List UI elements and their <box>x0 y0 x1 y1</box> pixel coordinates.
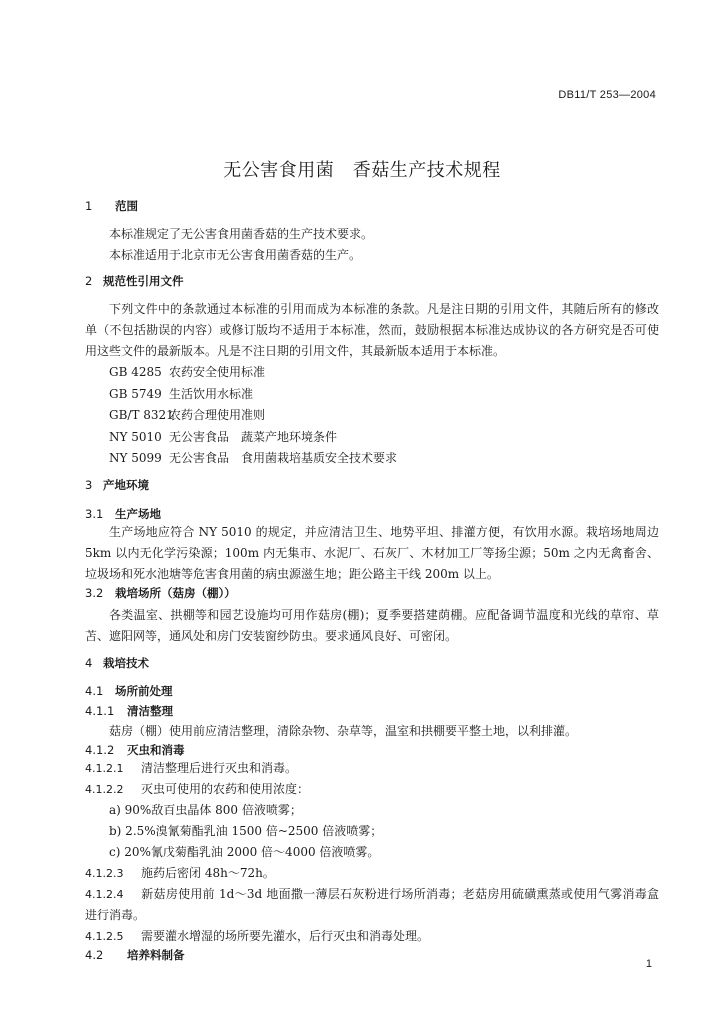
subsection-heading: 3.2 栽培场所（菇房（棚）） <box>85 585 236 600</box>
clause: 4.1.2.4 新菇房使用前 1d～3d 地面撒一薄层石灰粉进行场所消毒；老菇房用硫磺熏蒸或使用气雾消毒盒进行消毒。 <box>85 886 659 922</box>
reference-item: GB 5749 生活饮用水标准 <box>109 386 254 401</box>
reference-item: GB/T 8321农药合理使用准则 <box>109 408 266 422</box>
section-heading: 1 范围 <box>85 199 138 213</box>
list-item: a) 90%敌百虫晶体 800 倍液喷雾； <box>109 802 302 817</box>
subsection-heading: 4.1 场所前处理 <box>85 683 173 698</box>
subsection-heading: 4.1.2 灭虫和消毒 <box>85 742 185 757</box>
paragraph: 本标准适用于北京市无公害食用菌香菇的生产。 <box>109 248 362 262</box>
section-heading: 3 产地环境 <box>85 477 149 492</box>
list-item: b) 2.5%溴氰菊酯乳油 1500 倍~2500 倍液喷雾； <box>109 823 383 838</box>
subsection-heading: 4.2 培养料制备 <box>85 947 185 962</box>
page-number: 1 <box>645 958 652 970</box>
reference-item: NY 5099 无公害食品 食用菌栽培基质安全技术要求 <box>109 451 398 465</box>
section-heading: 2 规范性引用文件 <box>85 274 184 288</box>
document-title: 无公害食用菌 香菇生产技术规程 <box>223 160 501 181</box>
standard-code: DB11/T 253—2004 <box>558 89 656 101</box>
reference-item: GB 4285 农药安全使用标准 <box>109 365 266 379</box>
list-item: c) 20%氰戊菊酯乳油 2000 倍～4000 倍液喷雾。 <box>109 844 380 859</box>
subsection-heading: 4.1.1 清洁整理 <box>85 703 173 718</box>
paragraph: 菇房（棚）使用前应清洁整理，清除杂物、杂草等，温室和拱棚要平整土地，以利排灌。 <box>109 723 578 738</box>
section-heading: 4 栽培技术 <box>85 655 149 670</box>
paragraph: 本标准规定了无公害食用菌香菇的生产技术要求。 <box>109 227 374 241</box>
subsection-heading: 3.1 生产场地 <box>85 506 161 521</box>
clause: 4.1.2.2 灭虫可使用的农药和使用浓度： <box>85 781 310 796</box>
document-body <box>85 198 659 963</box>
clause: 4.1.2.1 清洁整理后进行灭虫和消毒。 <box>85 760 298 775</box>
paragraph: 各类温室、拱棚等和园艺设施均可用作菇房(棚)；夏季要搭建荫棚。应配备调节温度和光线的草帘、草苫、遮阳网等，通风处和房门安装窗纱防虫。要求通风良好、可密闭。 <box>85 607 659 643</box>
clause: 4.1.2.3 施药后密闭 48h～72h。 <box>85 865 275 880</box>
paragraph: 生产场地应符合 NY 5010 的规定，并应清洁卫生、地势平坦、排灌方便，有饮用水源。栽培场地周边 5km 以内无化学污染源；100m 内无集市、水泥厂、石灰厂、木材加工厂等扬尘源；50m 之内无禽畜舍、垃圾场和死水池塘等危害食用菌的病虫源滋生地；距公路主干线 200m 以上。 <box>85 524 659 581</box>
reference-item: NY 5010 无公害食品 蔬菜产地环境条件 <box>109 429 338 444</box>
clause: 4.1.2.5 需要灌水增湿的场所要先灌水，后行灭虫和消毒处理。 <box>85 928 430 943</box>
paragraph: 下列文件中的条款通过本标准的引用而成为本标准的条款。凡是注日期的引用文件，其随后所有的修改单（不包括勘误的内容）或修订版均不适用于本标准，然而，鼓励根据本标准达成协议的各方研究是否可使用这些文件的最新版本。凡是不注日期的引用文件，其最新版本适用于本标准。 <box>85 302 659 358</box>
